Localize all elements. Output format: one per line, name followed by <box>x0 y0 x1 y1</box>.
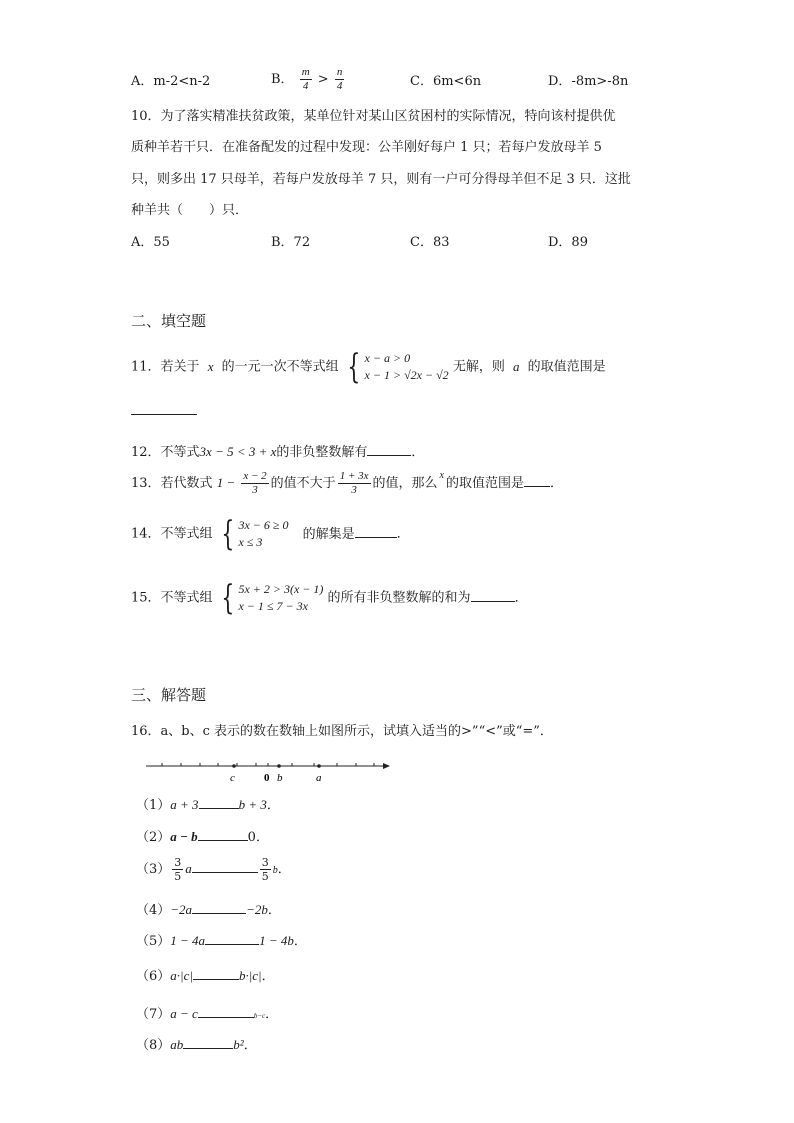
q9-op: > <box>317 72 329 87</box>
item-left: 1 − 4a <box>170 933 206 948</box>
item-number: （1） <box>136 798 171 813</box>
q13-one: 1 − <box>216 475 236 490</box>
q9-option-c: C．6m<6n <box>410 74 482 89</box>
q11-var-a: a <box>512 358 520 374</box>
label-c: c <box>230 772 235 784</box>
point-a <box>317 764 321 768</box>
point-b <box>277 764 281 768</box>
q11-tail: 的取值范围是 <box>527 359 606 375</box>
q16-item-5 <box>136 930 307 952</box>
q11-answer-blank[interactable] <box>131 414 197 415</box>
item-right: 1 − 4b <box>259 933 294 948</box>
number-line-arrow <box>383 763 390 769</box>
q16-item-1 <box>136 794 280 816</box>
q9-option-b-label: B． <box>271 72 294 87</box>
item-answer-blank[interactable] <box>205 930 259 945</box>
q13-frac-2-num: 1 + 3x <box>339 470 369 482</box>
item-right-var: b <box>272 865 278 876</box>
item-answer-blank[interactable] <box>193 965 239 980</box>
q10-line-2: 质种羊若干只．在准备配发的过程中发现：公羊刚好每户 1 只；若每户发放母羊 5 <box>131 140 602 155</box>
q12-expr: 3x − 5 < 3 + x <box>199 444 277 459</box>
point-c <box>232 764 236 768</box>
q13-frac-1-den: 3 <box>252 484 258 496</box>
q11-var-x: x <box>207 358 214 374</box>
item-answer-blank[interactable] <box>183 1034 233 1049</box>
q16-item-6 <box>136 965 275 987</box>
q14-answer-blank[interactable] <box>355 523 397 538</box>
q9-frac-n4 <box>335 66 345 93</box>
q9-frac-m-num: m <box>301 66 310 78</box>
q9-option-a: A．m-2<n-2 <box>131 74 211 89</box>
q13-tail: 的取值范围是 <box>445 476 524 491</box>
item-left: a + 3 <box>170 797 199 812</box>
frac-den: 5 <box>174 870 182 883</box>
item-right: −2b <box>246 902 268 917</box>
item-end: ． <box>255 830 269 845</box>
item-number: （8） <box>136 1038 171 1053</box>
q10-option-b: B．72 <box>271 235 311 250</box>
q14-row1: 3x − 6 ≥ 0 <box>238 518 289 532</box>
item-end: ． <box>267 903 281 918</box>
frac-den: 5 <box>261 870 269 883</box>
frac-num: 3 <box>174 856 182 869</box>
q13-answer-blank[interactable] <box>524 472 550 487</box>
item-answer-blank[interactable] <box>192 858 258 873</box>
q10-line-4: 种羊共（ ）只． <box>131 203 249 218</box>
q15-suffix: 的所有非负整数解的和为 <box>327 590 471 606</box>
q15-end: ． <box>514 590 528 606</box>
label-a: a <box>316 772 322 784</box>
q16-item-2 <box>136 826 269 848</box>
q15 <box>131 578 528 618</box>
item-left: a·|c| <box>170 968 193 983</box>
item-left-frac <box>172 856 183 883</box>
q14-row2: x ≤ 3 <box>238 535 263 549</box>
q11-prefix: 11．若关于 <box>131 359 200 375</box>
q13-suffix: 的值，那么 <box>372 476 438 491</box>
q10-line-1: 10．为了落实精准扶贫政策，某单位针对某山区贫困村的实际情况，特向该村提供优 <box>131 109 616 124</box>
q16-item-4 <box>136 899 281 921</box>
item-right: b² <box>233 1037 244 1052</box>
item-number: （3） <box>136 862 171 877</box>
q13-frac-2-den: 3 <box>351 484 357 496</box>
number-line <box>142 756 394 786</box>
item-answer-blank[interactable] <box>198 1003 254 1018</box>
item-end: ． <box>266 798 280 813</box>
section-title-fill-blank: 二、填空题 <box>131 312 207 330</box>
q11 <box>131 347 606 387</box>
q13-frac-2 <box>338 470 371 497</box>
item-left: a − b <box>170 829 198 844</box>
q9-frac-m-den: 4 <box>302 80 309 92</box>
item-number: （2） <box>136 830 171 845</box>
q9-frac-n-num: n <box>336 66 343 78</box>
item-end: ． <box>261 969 275 984</box>
q16-item-8 <box>136 1034 257 1056</box>
label-zero: 0 <box>264 772 270 784</box>
item-number: （5） <box>136 934 171 949</box>
q12-suffix: 的非负整数解有 <box>276 445 368 460</box>
q14-system <box>238 517 288 551</box>
label-b: b <box>277 772 283 784</box>
q10-option-c: C．83 <box>410 235 450 250</box>
item-end: ． <box>277 862 291 877</box>
q15-brace: { <box>221 578 234 618</box>
item-answer-blank[interactable] <box>198 826 248 841</box>
q11-row1: x − a > 0 <box>364 351 411 365</box>
q11-row2: x − 1 > √2x − √2 <box>364 368 449 382</box>
q9-frac-m4 <box>300 66 312 93</box>
q13-end: ． <box>549 476 563 491</box>
q14-prefix: 14．不等式组 <box>131 526 213 542</box>
q13-frac-1 <box>241 470 268 497</box>
item-right: b−c <box>253 1012 266 1020</box>
item-number: （7） <box>136 1007 171 1022</box>
item-answer-blank[interactable] <box>192 899 246 914</box>
item-right-frac <box>260 856 271 883</box>
q15-row2: x − 1 ≤ 7 − 3x <box>238 599 308 613</box>
q12 <box>131 441 424 463</box>
q14-end: ． <box>396 526 410 542</box>
q10-line-3: 只，则多出 17 只母羊，若每户发放母羊 7 只，则有一户可分得母羊但不足 3 只．这批 <box>131 172 631 187</box>
q9-option-b <box>271 66 346 93</box>
q14-brace: { <box>221 514 234 554</box>
item-left: −2a <box>170 902 193 917</box>
q15-answer-blank[interactable] <box>471 587 515 602</box>
q16-item-3 <box>136 856 291 883</box>
q13-var-x: x <box>439 470 444 481</box>
q11-suffix: 无解，则 <box>452 359 505 375</box>
item-end: ． <box>265 1007 279 1022</box>
item-left: ab <box>170 1037 184 1052</box>
item-right: b·|c| <box>238 968 262 983</box>
item-number: （4） <box>136 903 171 918</box>
q11-brace: { <box>347 347 361 387</box>
q13 <box>131 470 563 497</box>
q15-prefix: 15．不等式组 <box>131 590 213 606</box>
item-left-var: a <box>185 861 192 876</box>
q15-system <box>238 581 323 615</box>
q13-prefix: 13．若代数式 <box>131 476 213 491</box>
q9-frac-n-den: 4 <box>336 80 343 92</box>
q12-answer-blank[interactable] <box>367 441 411 456</box>
q14 <box>131 514 410 554</box>
item-right: 0 <box>247 830 256 845</box>
q10-option-d: D．89 <box>548 235 588 250</box>
q15-row1: 5x + 2 > 3(x − 1) <box>238 582 324 596</box>
item-left: a − c <box>170 1006 198 1021</box>
item-end: ． <box>293 934 307 949</box>
q9-option-d: D．-8m>-8n <box>548 74 629 89</box>
q16-stem: 16．a、b、c 表示的数在数轴上如图所示，试填入适当的>”“<”或“=”． <box>131 724 553 739</box>
section-title-solve: 三、解答题 <box>131 686 207 704</box>
q13-frac-1-num: x − 2 <box>243 470 267 482</box>
q11-system <box>365 350 449 384</box>
q12-end: ． <box>411 445 425 460</box>
q10-option-a: A．55 <box>131 235 170 250</box>
q12-prefix: 12．不等式 <box>131 445 200 460</box>
q13-mid: 的值不大于 <box>270 476 336 491</box>
frac-num: 3 <box>261 856 269 869</box>
q16-item-7 <box>136 1003 278 1026</box>
q11-mid: 的一元一次不等式组 <box>221 359 339 375</box>
item-end: ． <box>243 1038 257 1053</box>
item-answer-blank[interactable] <box>199 794 239 809</box>
q14-suffix: 的解集是 <box>302 526 355 542</box>
item-right: b + 3 <box>238 797 267 812</box>
item-number: （6） <box>136 969 171 984</box>
